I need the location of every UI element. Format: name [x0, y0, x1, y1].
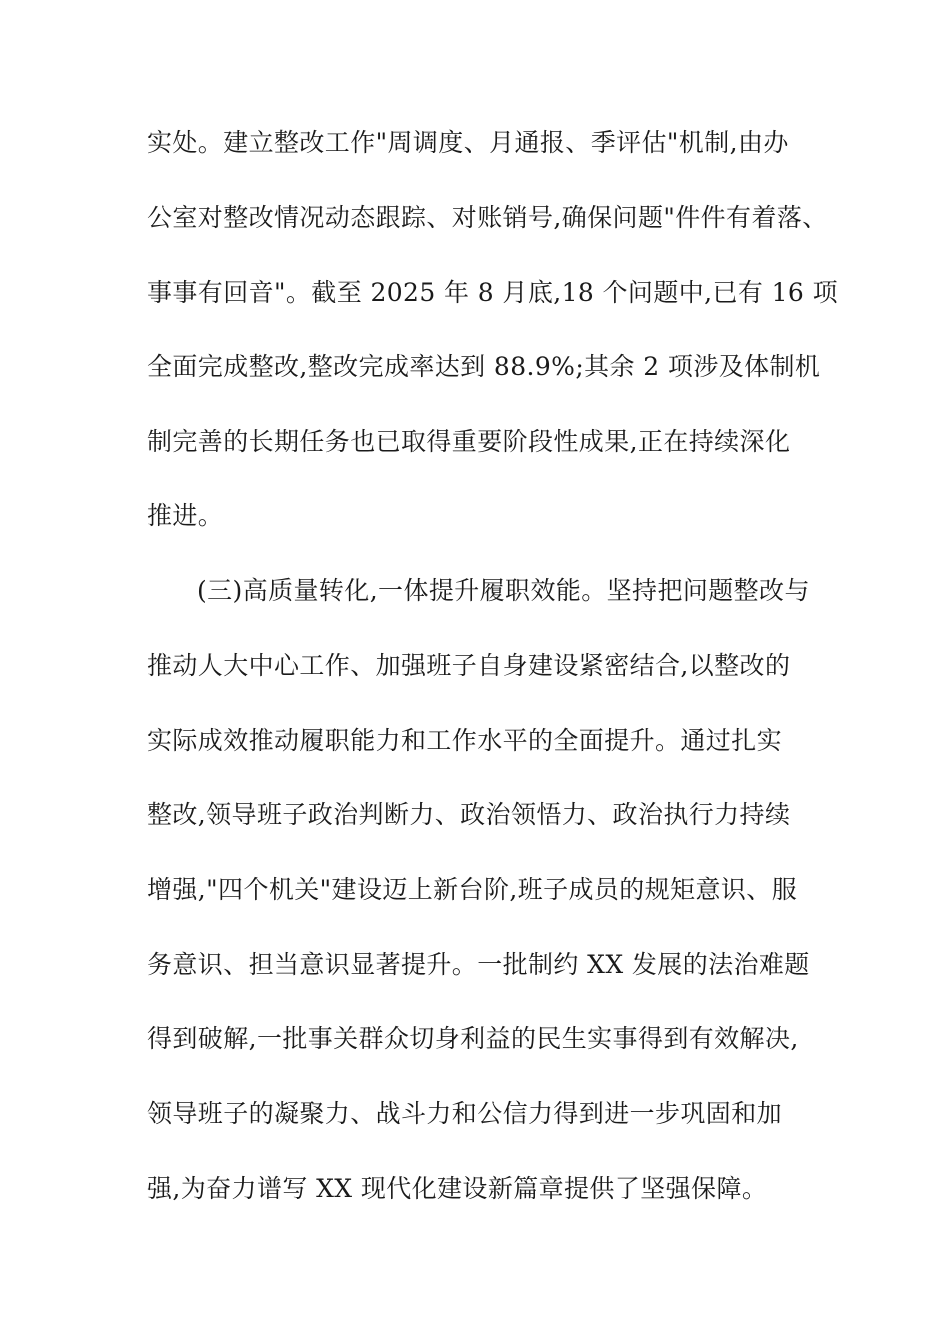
text-line: 整改,领导班子政治判断力、政治领悟力、政治执行力持续: [147, 800, 791, 829]
text-line: 公室对整改情况动态跟踪、对账销号,确保问题"件件有着落、: [147, 203, 828, 232]
text-line: 实际成效推动履职能力和工作水平的全面提升。通过扎实: [147, 726, 783, 755]
text-line: 得到破解,一批事关群众切身利益的民生实事得到有效解决,: [147, 1024, 799, 1053]
text-line: 推动人大中心工作、加强班子自身建设紧密结合,以整改的: [147, 651, 791, 680]
text-line: 实处。建立整改工作"周调度、月通报、季评估"机制,由办: [147, 128, 789, 157]
text-line: 全面完成整改,整改完成率达到 88.9%;其余 2 项涉及体制机: [147, 352, 821, 381]
text-line: 务意识、担当意识显著提升。一批制约 XX 发展的法治难题: [147, 950, 810, 979]
text-line: 领导班子的凝聚力、战斗力和公信力得到进一步巩固和加: [147, 1099, 783, 1128]
text-line: 制完善的长期任务也已取得重要阶段性成果,正在持续深化: [147, 427, 791, 456]
section-heading-line: (三)高质量转化,一体提升履职效能。坚持把问题整改与: [197, 576, 810, 605]
text-line: 强,为奋力谱写 XX 现代化建设新篇章提供了坚强保障。: [147, 1174, 768, 1203]
text-line: 事事有回音"。截至 2025 年 8 月底,18 个问题中,已有 16 项: [147, 278, 838, 307]
text-line: 推进。: [147, 501, 224, 530]
text-line: 增强,"四个机关"建设迈上新台阶,班子成员的规矩意识、服: [147, 875, 798, 904]
